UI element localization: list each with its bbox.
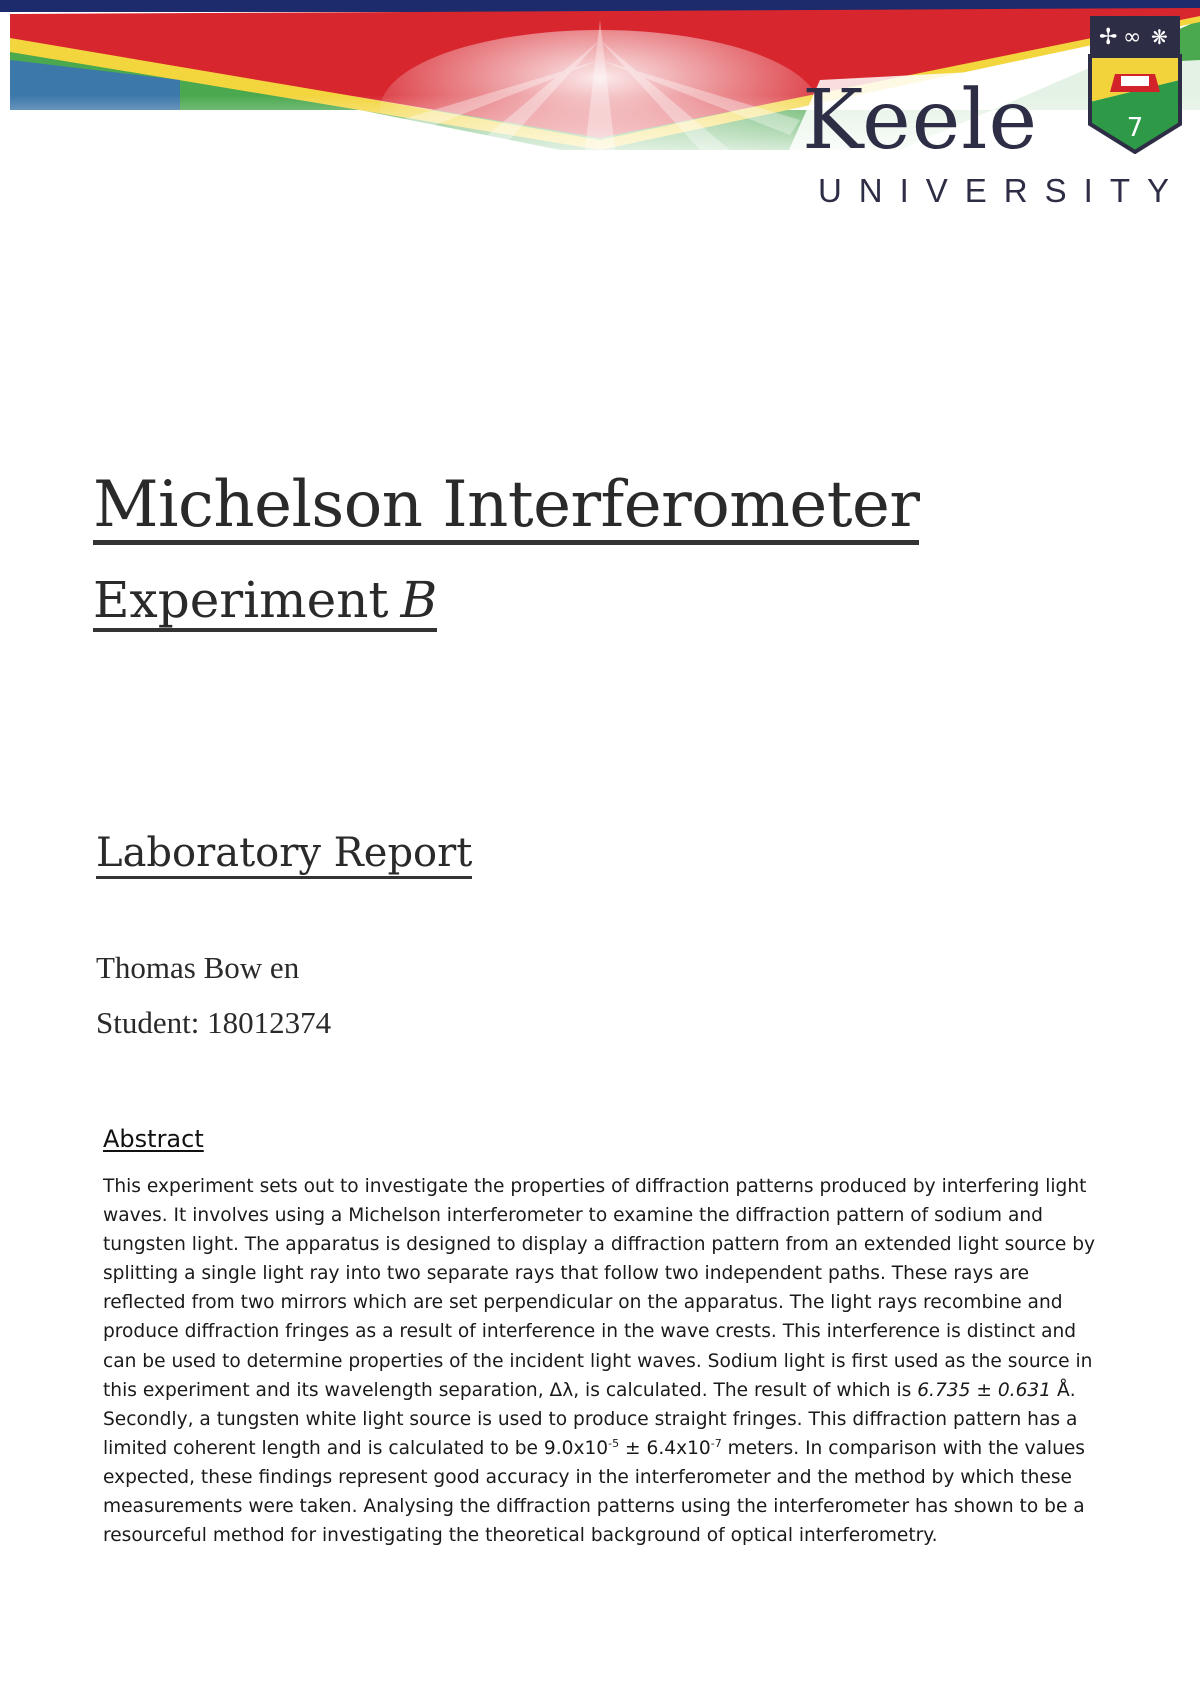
header-banner bbox=[0, 0, 1200, 215]
abstract-body bbox=[103, 1172, 1108, 1550]
svg-text:❋: ❋ bbox=[1151, 25, 1168, 49]
abstract-text-1: This experiment sets out to investigate the properties of diffraction patterns produced by interfering light waves. It involves using a Michelson interferometer to examine the diffraction pattern of sodium and tungsten light. The apparatus is designed to display a diffraction pattern from an extended light source by splitting a single light ray into two separate rays that follow two independent paths. These rays are reflected from two mirrors which are set perpendicular on the apparatus. The light rays recombine and produce diffraction fringes as a result of interference in the wave crests. This interference is distinct and can be used to determine properties of the incident light waves. Sodium light is first used as the source in this experiment and its wavelength separation, Δλ, is calculated. The result of which is bbox=[103, 1176, 1096, 1401]
abstract-text-3: ± 6.4x10 bbox=[619, 1437, 711, 1459]
title-block bbox=[93, 470, 919, 632]
report-label: Laboratory Report bbox=[96, 830, 472, 879]
author-name: Thomas Bow en bbox=[96, 950, 300, 985]
university-crest bbox=[1085, 14, 1185, 154]
brand-subtitle: UNIVERSITY bbox=[817, 172, 1186, 209]
svg-text:✢: ✢ bbox=[1099, 25, 1118, 50]
document-title: Michelson Interferometer bbox=[93, 470, 919, 545]
abstract-heading: Abstract bbox=[103, 1125, 204, 1153]
brand-name: Keele bbox=[802, 73, 1038, 168]
abstract-text-2: Å. Secondly, a tungsten white light source is used to produce straight fringes. This diffraction pattern has a limited coherent length and is calculated to be 9.0x10 bbox=[103, 1379, 1078, 1459]
abstract-text-4: meters. In comparison with the values expected, these findings represent good accuracy in the interferometer and the method by which these measurements were taken. Analysing the diffraction patterns using the interferometer has shown to be a resourceful method for investigating the theoretical background of optical interferometry. bbox=[103, 1437, 1085, 1547]
svg-text:∞: ∞ bbox=[1123, 25, 1142, 50]
student-number: Student: 18012374 bbox=[96, 1005, 332, 1040]
subtitle-letter: B bbox=[400, 571, 438, 630]
document-subtitle bbox=[93, 573, 437, 632]
abstract-paragraph bbox=[103, 1172, 1108, 1550]
subtitle-prefix: Experiment bbox=[93, 571, 389, 630]
crest-number: 7 bbox=[1126, 113, 1144, 143]
abstract-exponent-1: -5 bbox=[608, 1436, 620, 1450]
abstract-result-value: 6.735 ± 0.631 bbox=[917, 1379, 1052, 1401]
abstract-exponent-2: -7 bbox=[710, 1436, 722, 1450]
